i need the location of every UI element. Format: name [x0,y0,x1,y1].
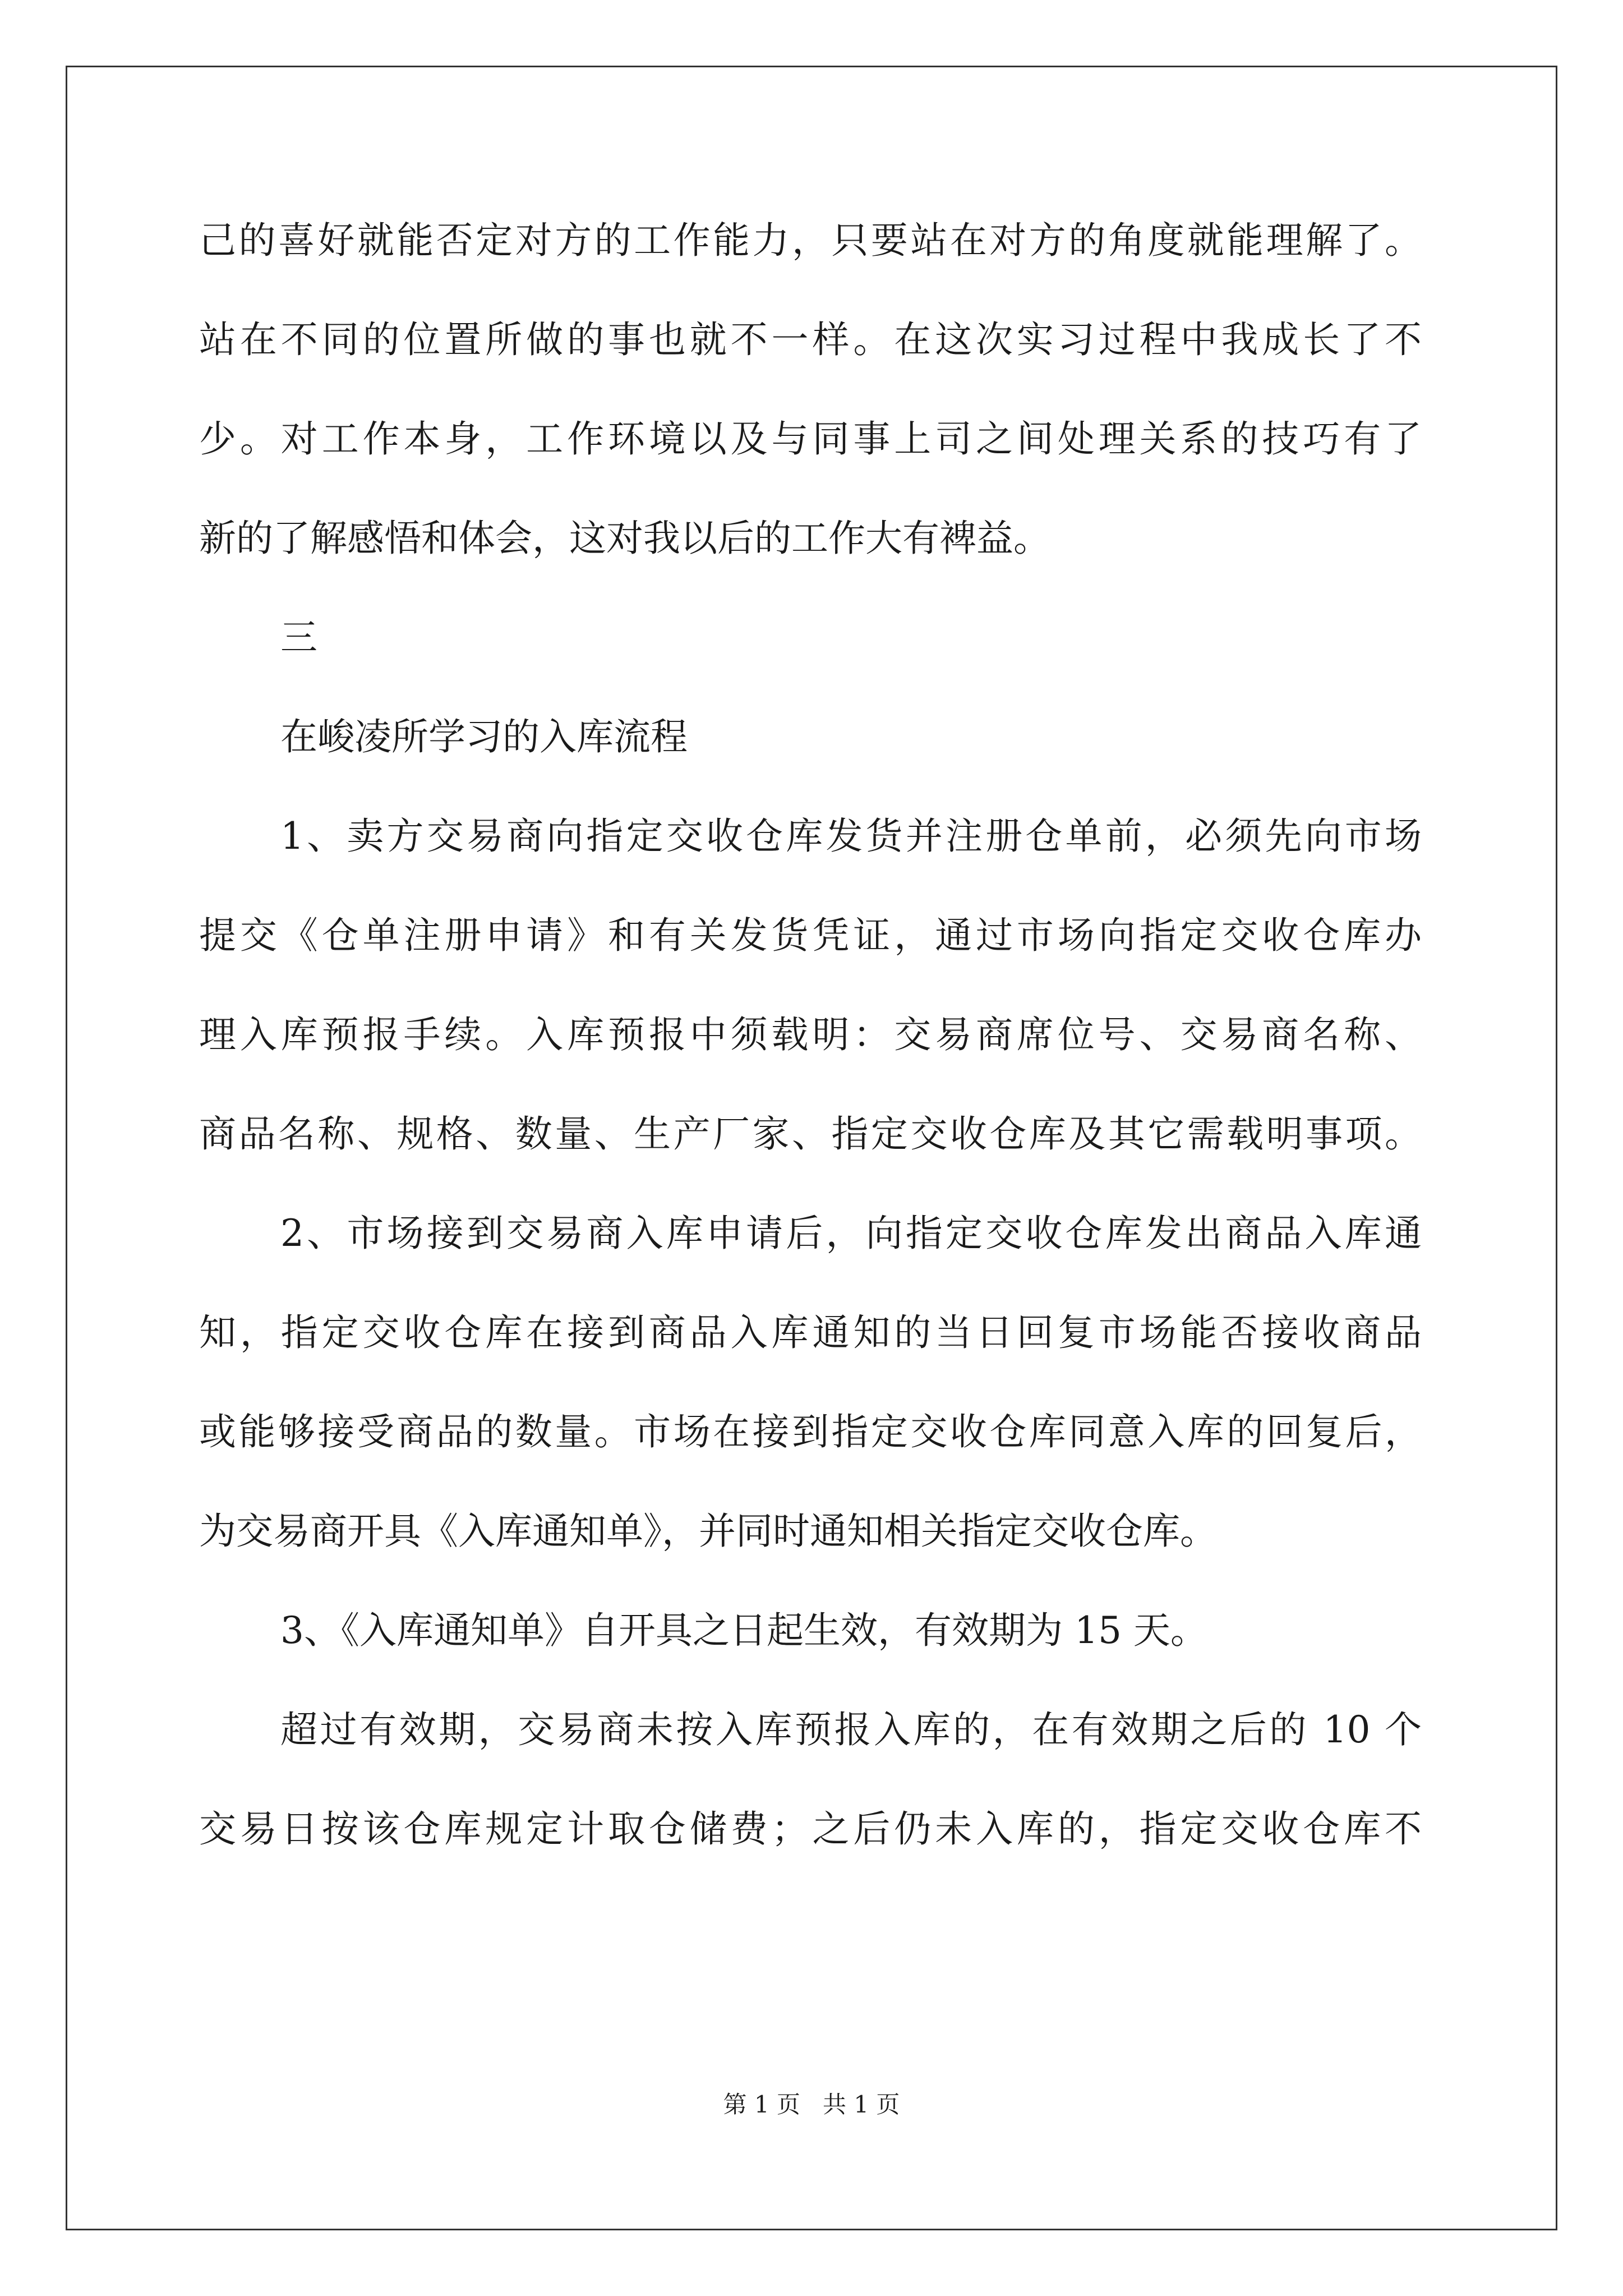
paragraph-line: 己的喜好就能否定对方的工作能力，只要站在对方的角度就能理解了。 [199,219,1422,262]
paragraph-line: 交易日按该仓库规定计取仓储费；之后仍未入库的，指定交收仓库不 [199,1807,1422,1851]
paragraph-line: 超过有效期，交易商未按入库预报入库的，在有效期之后的 10 个 [280,1708,1422,1751]
section-heading: 在峻凌所学习的入库流程 [280,715,688,758]
section-number: 三 [280,616,317,659]
page-footer [0,2088,1623,2122]
paragraph-line: 理入库预报手续。入库预报中须载明：交易商席位号、交易商名称、 [199,1013,1422,1056]
paragraph-line: 新的了解感悟和体会，这对我以后的工作大有裨益。 [199,517,1050,560]
paragraph-line: 站在不同的位置所做的事也就不一样。在这次实习过程中我成长了不 [199,318,1422,361]
paragraph-line: 为交易商开具《入库通知单》，并同时通知相关指定交收仓库。 [199,1510,1217,1553]
document-body [199,191,1422,1879]
paragraph-line: 3、《入库通知单》自开具之日起生效，有效期为 15 天。 [280,1609,1207,1652]
page-number-total: 共 1 页 [823,2091,900,2118]
paragraph-line: 商品名称、规格、数量、生产厂家、指定交收仓库及其它需载明事项。 [199,1112,1422,1156]
paragraph-line: 提交《仓单注册申请》和有关发货凭证，通过市场向指定交收仓库办 [199,914,1422,957]
paragraph-line: 2、市场接到交易商入库申请后，向指定交收仓库发出商品入库通 [280,1212,1422,1255]
page-number-current: 第 1 页 [723,2091,800,2118]
paragraph-line: 1、卖方交易商向指定交收仓库发货并注册仓单前，必须先向市场 [280,815,1422,858]
paragraph-line: 少。对工作本身，工作环境以及与同事上司之间处理关系的技巧有了 [199,417,1422,461]
paragraph-line: 或能够接受商品的数量。市场在接到指定交收仓库同意入库的回复后， [199,1410,1422,1453]
paragraph-line: 知，指定交收仓库在接到商品入库通知的当日回复市场能否接收商品 [199,1311,1422,1354]
